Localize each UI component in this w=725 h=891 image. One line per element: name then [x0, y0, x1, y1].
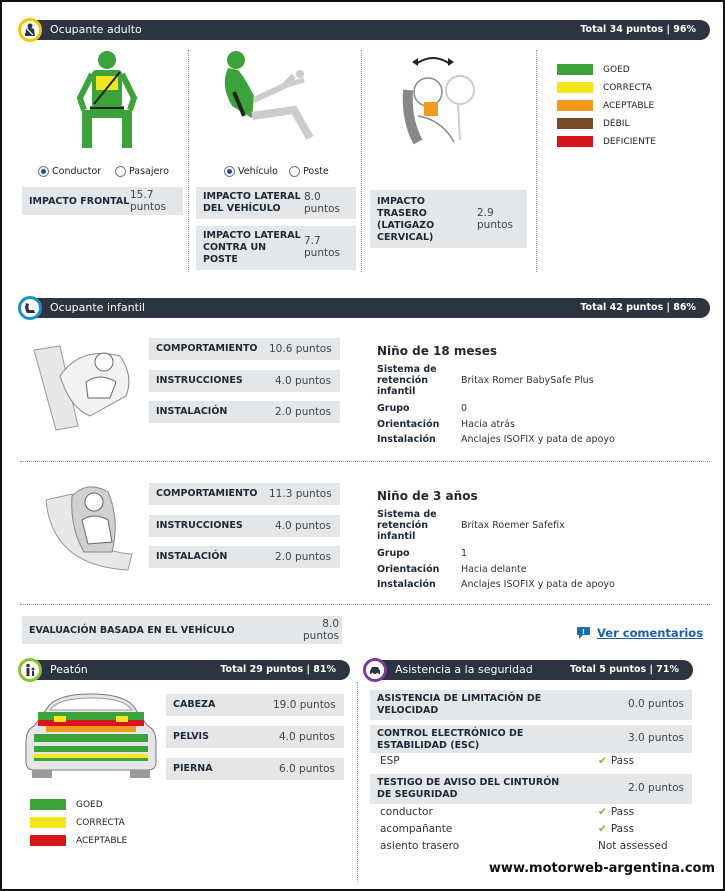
adult-total: Total 34 puntos | 96% — [580, 24, 696, 35]
b1-installation-box: INSTALACIÓN 2.0 puntos — [149, 401, 340, 423]
radio-passenger[interactable]: Pasajero — [115, 166, 169, 177]
pelvis-box: PELVIS 4.0 puntos — [166, 726, 344, 748]
car-assist-icon — [363, 658, 387, 682]
side-impact-box — [196, 187, 356, 219]
frontal-impact-value: 15.7 puntos — [130, 189, 166, 213]
safety-header-bar — [365, 660, 693, 680]
legend-row: DÉBIL — [557, 118, 629, 129]
car-front-figure — [24, 690, 159, 780]
radio-dot — [289, 166, 300, 177]
b2-heading: Niño de 3 años — [377, 489, 478, 503]
radio-vehicle[interactable]: Vehículo — [224, 166, 278, 177]
belt-passenger-status: ✔ Pass — [598, 823, 635, 835]
side-impact-value: 8.0 puntos — [304, 191, 340, 215]
seatbelt-reminder-box: TESTIGO DE AVISO DEL CINTURÓN DE SEGURIDAD 2.0 puntos — [370, 774, 692, 804]
esp-label: ESP — [380, 755, 400, 767]
check-icon: ✔ — [598, 806, 607, 818]
frontal-impact-label: IMPACTO FRONTAL — [29, 196, 130, 207]
b2-instructions-box: INSTRUCCIONES 4.0 puntos — [149, 515, 340, 537]
esp-status: ✔ Pass — [598, 755, 635, 767]
b2-installation-box: INSTALACIÓN 2.0 puntos — [149, 546, 340, 568]
legend-row: CORRECTA — [30, 817, 125, 828]
b1-instructions-box: INSTRUCCIONES 4.0 puntos — [149, 370, 340, 392]
belt-passenger-label: acompañante — [380, 823, 453, 835]
pedestrian-title: Peatón — [50, 663, 88, 676]
child-header-bar — [20, 298, 710, 318]
vehicle-eval-box: EVALUACIÓN BASADA EN EL VEHÍCULO 8.0 puntos — [22, 616, 342, 644]
frontal-impact-box — [22, 187, 183, 215]
safety-title: Asistencia a la seguridad — [395, 663, 533, 676]
radio-pole[interactable]: Poste — [289, 166, 329, 177]
adult-title: Ocupante adulto — [50, 23, 142, 36]
belt-rear-status: Not assessed — [598, 840, 668, 852]
rear-impact-label: IMPACTO TRASERO (LATIGAZO CERVICAL) — [377, 196, 435, 243]
child-seat-icon — [18, 296, 42, 320]
watermark: www.motorweb-argentina.com — [454, 858, 719, 880]
speed-assist-box: ASISTENCIA DE LIMITACIÓN DE VELOCIDAD 0.0 puntos — [370, 690, 692, 720]
pedestrian-total: Total 29 puntos | 81% — [220, 664, 336, 675]
svg-text:!: ! — [581, 628, 586, 636]
seatbelt-person-icon — [18, 18, 42, 42]
side-impact-dummy-figure — [214, 46, 329, 146]
frontal-dummy-figure — [72, 48, 142, 153]
legend-row: DEFICIENTE — [557, 136, 656, 147]
side-impact-label: IMPACTO LATERAL DEL VEHÍCULO — [203, 191, 301, 214]
radio-dot — [224, 166, 235, 177]
b2-details: Sistema de retención infantil Britax Roemer Safefix Grupo 1 Orientación Hacia delante Instalación Anclajes ISOFIX y pata de apoyo — [377, 509, 615, 590]
check-icon: ✔ — [598, 823, 607, 835]
b1-behavior-box: COMPORTAMIENTO 10.6 puntos — [149, 338, 340, 360]
pedestrian-icon — [18, 658, 42, 682]
belt-driver-label: conductor — [380, 806, 433, 818]
adult-header-bar — [20, 20, 710, 40]
baby-seat-figure — [30, 336, 140, 434]
belt-driver-status: ✔ Pass — [598, 806, 635, 818]
comment-bubble-icon — [576, 626, 591, 640]
comments-link[interactable]: ! Ver comentarios — [576, 626, 703, 640]
legend-row: CORRECTA — [557, 82, 652, 93]
radio-dot — [38, 166, 49, 177]
leg-box: PIERNA 6.0 puntos — [166, 758, 344, 780]
esc-box: CONTROL ELECTRÓNICO DE ESTABILIDAD (ESC) 3.0 puntos — [370, 725, 692, 753]
b2-behavior-box: COMPORTAMIENTO 11.3 puntos — [149, 483, 340, 505]
check-icon: ✔ — [598, 755, 607, 767]
safety-total: Total 5 puntos | 71% — [569, 664, 679, 675]
pole-impact-box — [196, 226, 356, 270]
legend-row: GOED — [557, 64, 630, 75]
radio-dot — [115, 166, 126, 177]
belt-rear-label: asiento trasero — [380, 840, 460, 852]
pole-impact-value: 7.7 puntos — [304, 235, 340, 259]
radio-driver[interactable]: Conductor — [38, 166, 101, 177]
pedestrian-header-bar — [20, 660, 350, 680]
legend-row: ACEPTABLE — [30, 835, 127, 846]
child-total: Total 42 puntos | 86% — [580, 302, 696, 313]
pole-impact-label: IMPACTO LATERAL CONTRA UN POSTE — [203, 230, 301, 265]
legend-row: GOED — [30, 799, 103, 810]
b1-heading: Niño de 18 meses — [377, 344, 497, 358]
rear-impact-value: 2.9 puntos — [477, 207, 513, 231]
whiplash-head-figure — [398, 50, 498, 150]
child-seat-figure — [32, 480, 142, 580]
legend-row: ACEPTABLE — [557, 100, 654, 111]
head-box: CABEZA 19.0 puntos — [166, 694, 344, 716]
b1-details: Sistema de retención infantil Britax Romer BabySafe Plus Grupo 0 Orientación Hacia atrás Instalación Anclajes ISOFIX y pata de apoyo — [377, 364, 615, 445]
rear-impact-box — [370, 190, 527, 248]
child-title: Ocupante infantil — [50, 301, 145, 314]
